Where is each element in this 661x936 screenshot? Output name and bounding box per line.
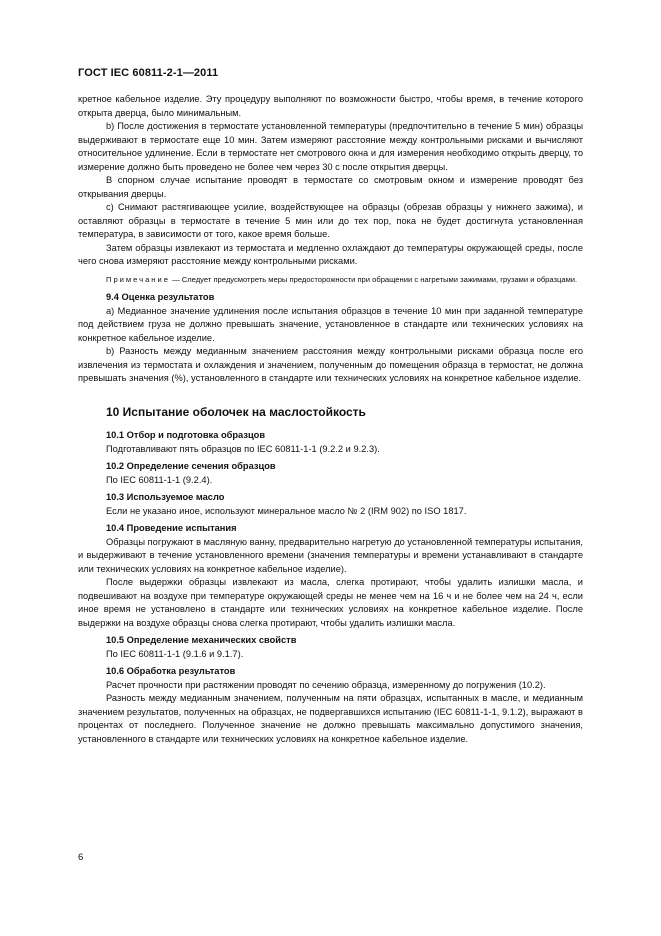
- paragraph: По IEC 60811-1-1 (9.2.4).: [106, 474, 213, 485]
- paragraph: Расчет прочности при растяжении проводят по сечению образца, измеренному до погружения (10.2).: [106, 679, 546, 690]
- subsection-heading-10-6: 10.6 Обработка результатов: [106, 666, 236, 676]
- paragraph: Разность между медианным значением, полученным на пяти образцах, испытанных в масле, и медианным значением результатов, полученных на образцах, не подвергавшихся испытанию (IEC 60811-1-1, 9.1.2), выражают в процентах от последнего. Полученное значение не должно превышать максимально допустимого значения, установленного в стандарте или технических условиях на конкретное кабельное изделие.: [78, 693, 583, 744]
- paragraph: По IEC 60811-1-1 (9.1.6 и 9.1.7).: [106, 648, 244, 659]
- subsection-heading-10-2: 10.2 Определение сечения образцов: [106, 461, 276, 471]
- paragraph: Если не указано иное, используют минеральное масло № 2 (IRM 902) по ISO 1817.: [106, 505, 467, 516]
- note-text: — Следует предусмотреть меры предосторожности при обращении с нагретыми зажимами, грузами и образцами.: [169, 274, 578, 284]
- section-heading-10: 10 Испытание оболочек на маслостойкость: [106, 404, 366, 419]
- paragraph: c) Снимают растягивающее усилие, воздействующее на образцы (обрезав образцы у нижнего зажима), и оставляют образцы в термостате в течение 5 мин или до тех пор, пока не будет достигнута установленная температура, в зависимости от того, какое время больше.: [78, 202, 583, 239]
- subsection-heading-10-1: 10.1 Отбор и подготовка образцов: [106, 430, 266, 440]
- note: [78, 275, 583, 286]
- page-number: 6: [78, 852, 84, 863]
- note-lead: Примечание: [106, 274, 170, 284]
- paragraph: b) После достижения в термостате установленной температуры (предпочтительно в течение 5 мин) образцы выдерживают в термостате еще 10 мин. Затем измеряют расстояние между контрольными рисками и вычисляют относительное удлинение. Если в термостате нет смотрового окна и для измерения необходимо открыть дверцу, то измерение должно быть проведено не более чем через 30 с после открытия дверцы.: [78, 121, 583, 172]
- paragraph: Подготавливают пять образцов по IEC 60811-1-1 (9.2.2 и 9.2.3).: [106, 443, 380, 454]
- paragraph: После выдержки образцы извлекают из масла, слегка протирают, чтобы удалить излишки масла, и подвешивают на воздухе при температуре окружающей среды не менее чем на 16 ч и не более чем на 24 ч, если иное время не установлено в стандарте или технических условиях на конкретное кабельное изделие. После выдержки на воздухе образцы снова слегка протирают, чтобы удалить излишки масла.: [78, 577, 583, 628]
- subsection-heading-9-4: 9.4 Оценка результатов: [106, 292, 215, 302]
- subsection-heading-10-4: 10.4 Проведение испытания: [106, 523, 237, 533]
- paragraph: а) Медианное значение удлинения после испытания образцов в течение 10 мин при заданной температуре под действием груза не должно превышать значение, установленное в стандарте или технических условиях на конкретное кабельное изделие.: [78, 305, 583, 343]
- paragraph: b) Разность между медианным значением расстояния между контрольными рисками образца после его извлечения из термостата и охлаждения и значением, полученным до помещения образца в термостат, не должна превышать значения (%), установленного в стандарте или технических условиях на конкретное кабельное изделие.: [78, 346, 583, 383]
- subsection-heading-10-5: 10.5 Определение механических свойств: [106, 635, 297, 645]
- paragraph: В спорном случае испытание проводят в термостате со смотровым окном и измерение проводят без открывания дверцы.: [78, 175, 583, 199]
- paragraph: Затем образцы извлекают из термостата и медленно охлаждают до температуры окружающей среды, после чего снова измеряют расстояние между контрольными рисками.: [78, 242, 583, 266]
- paragraph: Образцы погружают в масляную ванну, предварительно нагретую до установленной температуры испытания, и выдерживают в течение установленного времени (значения температуры и времени устанавливают в стандарте или технических условиях на конкретное кабельное изделие).: [78, 536, 583, 574]
- subsection-heading-10-3: 10.3 Используемое масло: [106, 492, 225, 502]
- page-body: [78, 93, 583, 746]
- paragraph: кретное кабельное изделие. Эту процедуру выполняют по возможности быстро, чтобы время, в течение которого открыта дверца, было минимальным.: [78, 94, 583, 118]
- document-header: ГОСТ IEC 60811-2-1—2011: [78, 67, 219, 79]
